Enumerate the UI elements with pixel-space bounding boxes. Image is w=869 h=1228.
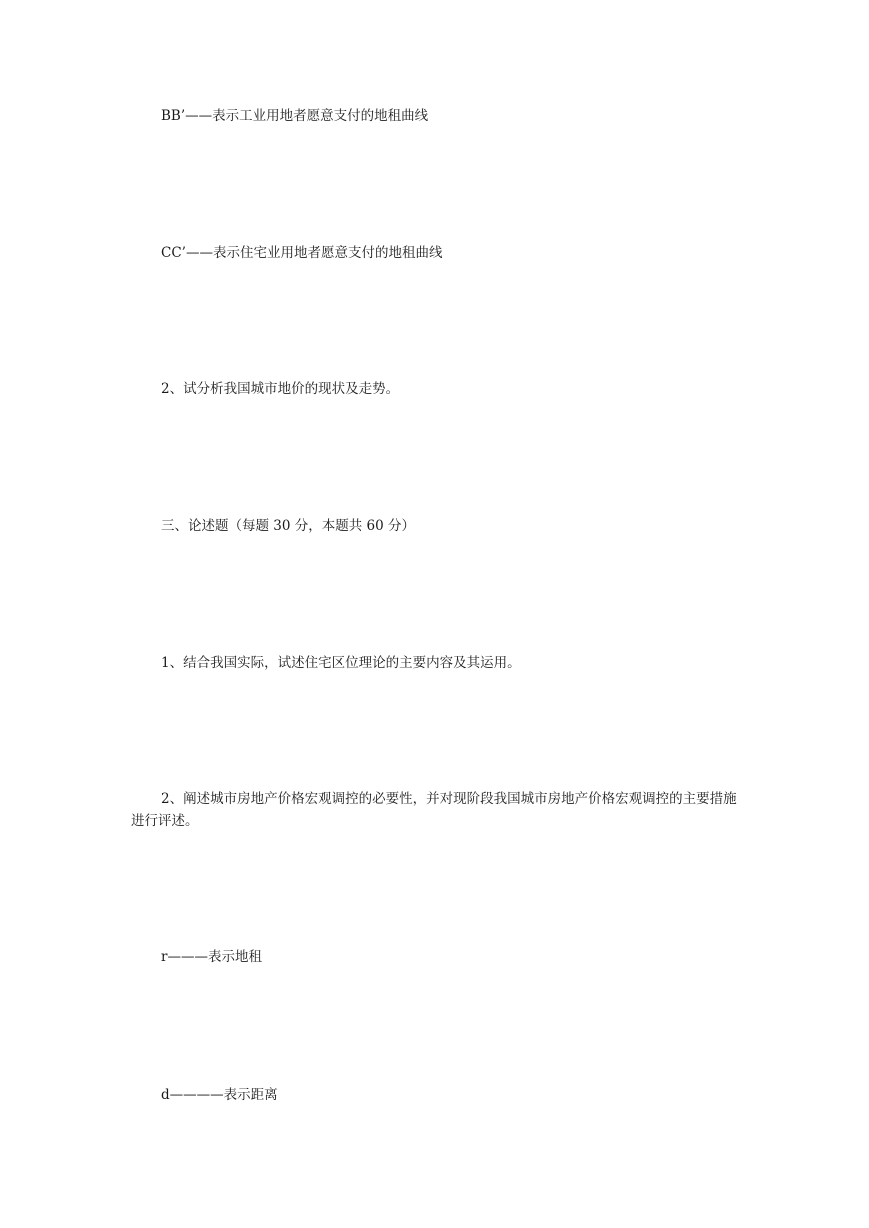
- essay-question-2: 2、阐述城市房地产价格宏观调控的必要性，并对现阶段我国城市房地产价格宏观调控的主要措施进行评述。: [131, 791, 737, 829]
- question-2-text: 2、试分析我国城市地价的现状及走势。: [161, 381, 400, 397]
- legend-line-r: r———表示地租: [161, 949, 262, 965]
- legend-line-cc: CC’——表示住宅业用地者愿意支付的地租曲线: [161, 245, 443, 261]
- legend-line-bb: BB’——表示工业用地者愿意支付的地租曲线: [161, 108, 429, 124]
- essay-question-1: 1、结合我国实际，试述住宅区位理论的主要内容及其运用。: [161, 655, 521, 671]
- legend-line-d: d————表示距离: [161, 1087, 278, 1103]
- section-heading-essay: 三、论述题（每题 30 分，本题共 60 分）: [161, 518, 416, 534]
